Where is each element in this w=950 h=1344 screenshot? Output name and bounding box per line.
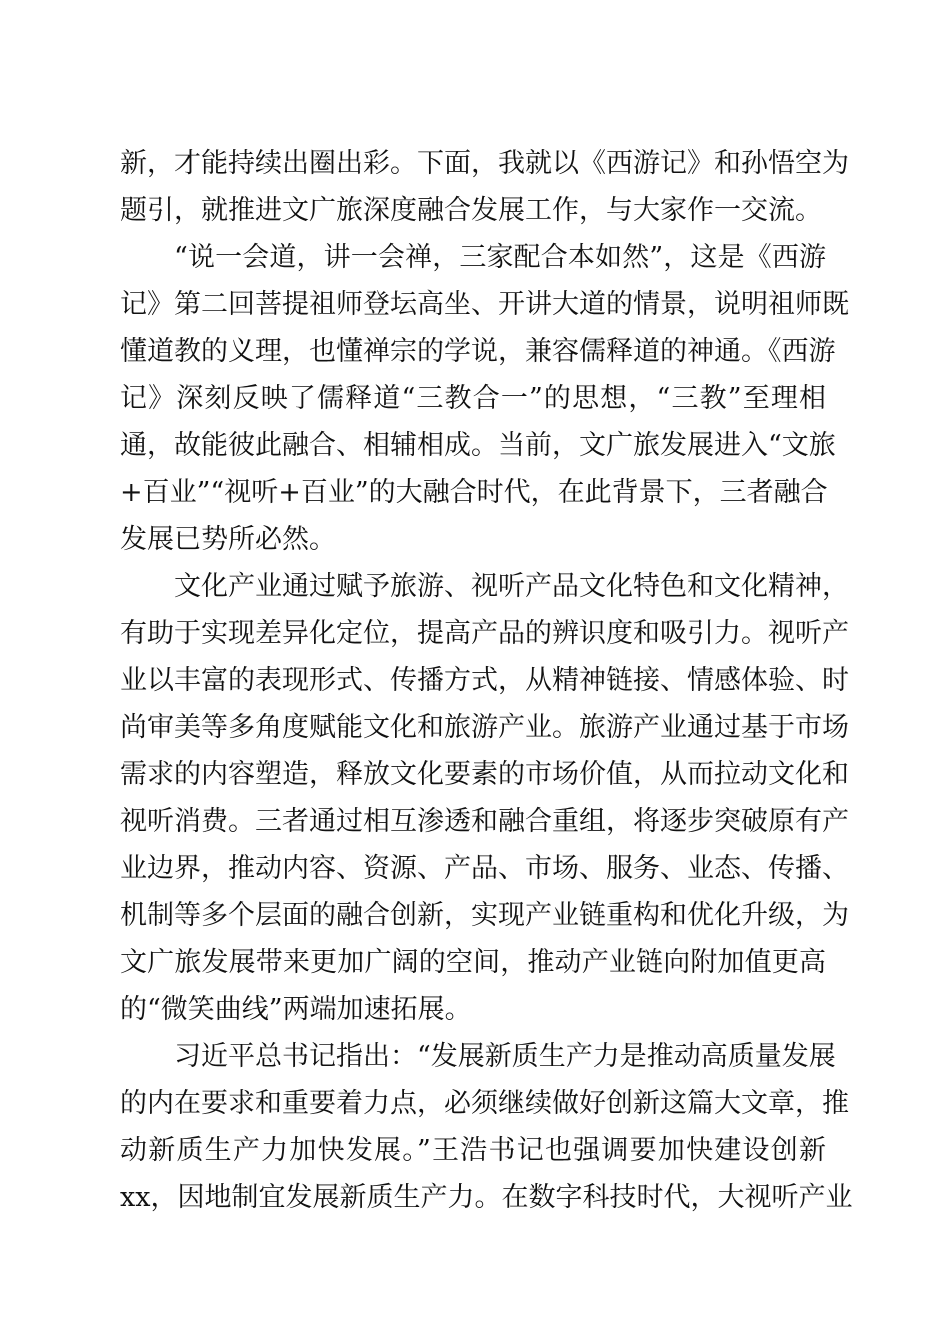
text-line: 记》第二回菩提祖师登坛高坐、开讲大道的情景，说明祖师既 (120, 289, 849, 320)
text-line: 新，才能持续出圈出彩。下面，我就以《西游记》和孙悟空为 (120, 148, 849, 179)
text-line: 文广旅发展带来更加广阔的空间，推动产业链向附加值更高 (120, 947, 826, 978)
text-line: 机制等多个层面的融合创新，实现产业链重构和优化升级，为 (120, 900, 849, 931)
text-line: 动新质生产力加快发展。”王浩书记也强调要加快建设创新 (120, 1135, 826, 1166)
text-line: 习近平总书记指出：“发展新质生产力是推动高质量发展 (174, 1041, 836, 1072)
paragraph-2 (120, 234, 849, 563)
text-line: 发展已势所必然。 (120, 524, 336, 555)
text-line: 视听消费。三者通过相互渗透和融合重组，将逐步突破原有产 (120, 806, 849, 837)
text-line: xx，因地制宜发展新质生产力。在数字科技时代，大视听产业 (120, 1182, 853, 1213)
text-line: 懂道教的义理，也懂禅宗的学说，兼容儒释道的神通。《西游 (120, 336, 836, 367)
paragraph-1 (120, 140, 849, 234)
text-line: 业以丰富的表现形式、传播方式，从精神链接、情感体验、时 (120, 665, 849, 696)
text-line: 题引，就推进文广旅深度融合发展工作，与大家作一交流。 (120, 195, 822, 226)
text-line: 尚审美等多角度赋能文化和旅游产业。旅游产业通过基于市场 (120, 712, 849, 743)
text-line: 通，故能彼此融合、相辅相成。当前，文广旅发展进入“文旅 (120, 430, 836, 461)
paragraph-3 (120, 563, 849, 1033)
text-line: 文化产业通过赋予旅游、视听产品文化特色和文化精神， (174, 571, 849, 602)
text-line: 记》深刻反映了儒释道“三教合一”的思想，“三教”至理相 (120, 383, 826, 414)
text-line: 需求的内容塑造，释放文化要素的市场价值，从而拉动文化和 (120, 759, 849, 790)
text-line: 业边界，推动内容、资源、产品、市场、服务、业态、传播、 (120, 853, 849, 884)
paragraph-4 (120, 1033, 853, 1221)
text-line: +百业”“视听+百业”的大融合时代，在此背景下，三者融合 (120, 477, 828, 508)
text-line: “说一会道，讲一会禅，三家配合本如然”，这是《西游 (174, 242, 826, 273)
body-text (120, 140, 853, 1221)
text-line: 的内在要求和重要着力点，必须继续做好创新这篇大文章，推 (120, 1088, 849, 1119)
text-line: 的“微笑曲线”两端加速拓展。 (120, 994, 472, 1025)
text-line: 有助于实现差异化定位，提高产品的辨识度和吸引力。视听产 (120, 618, 849, 649)
